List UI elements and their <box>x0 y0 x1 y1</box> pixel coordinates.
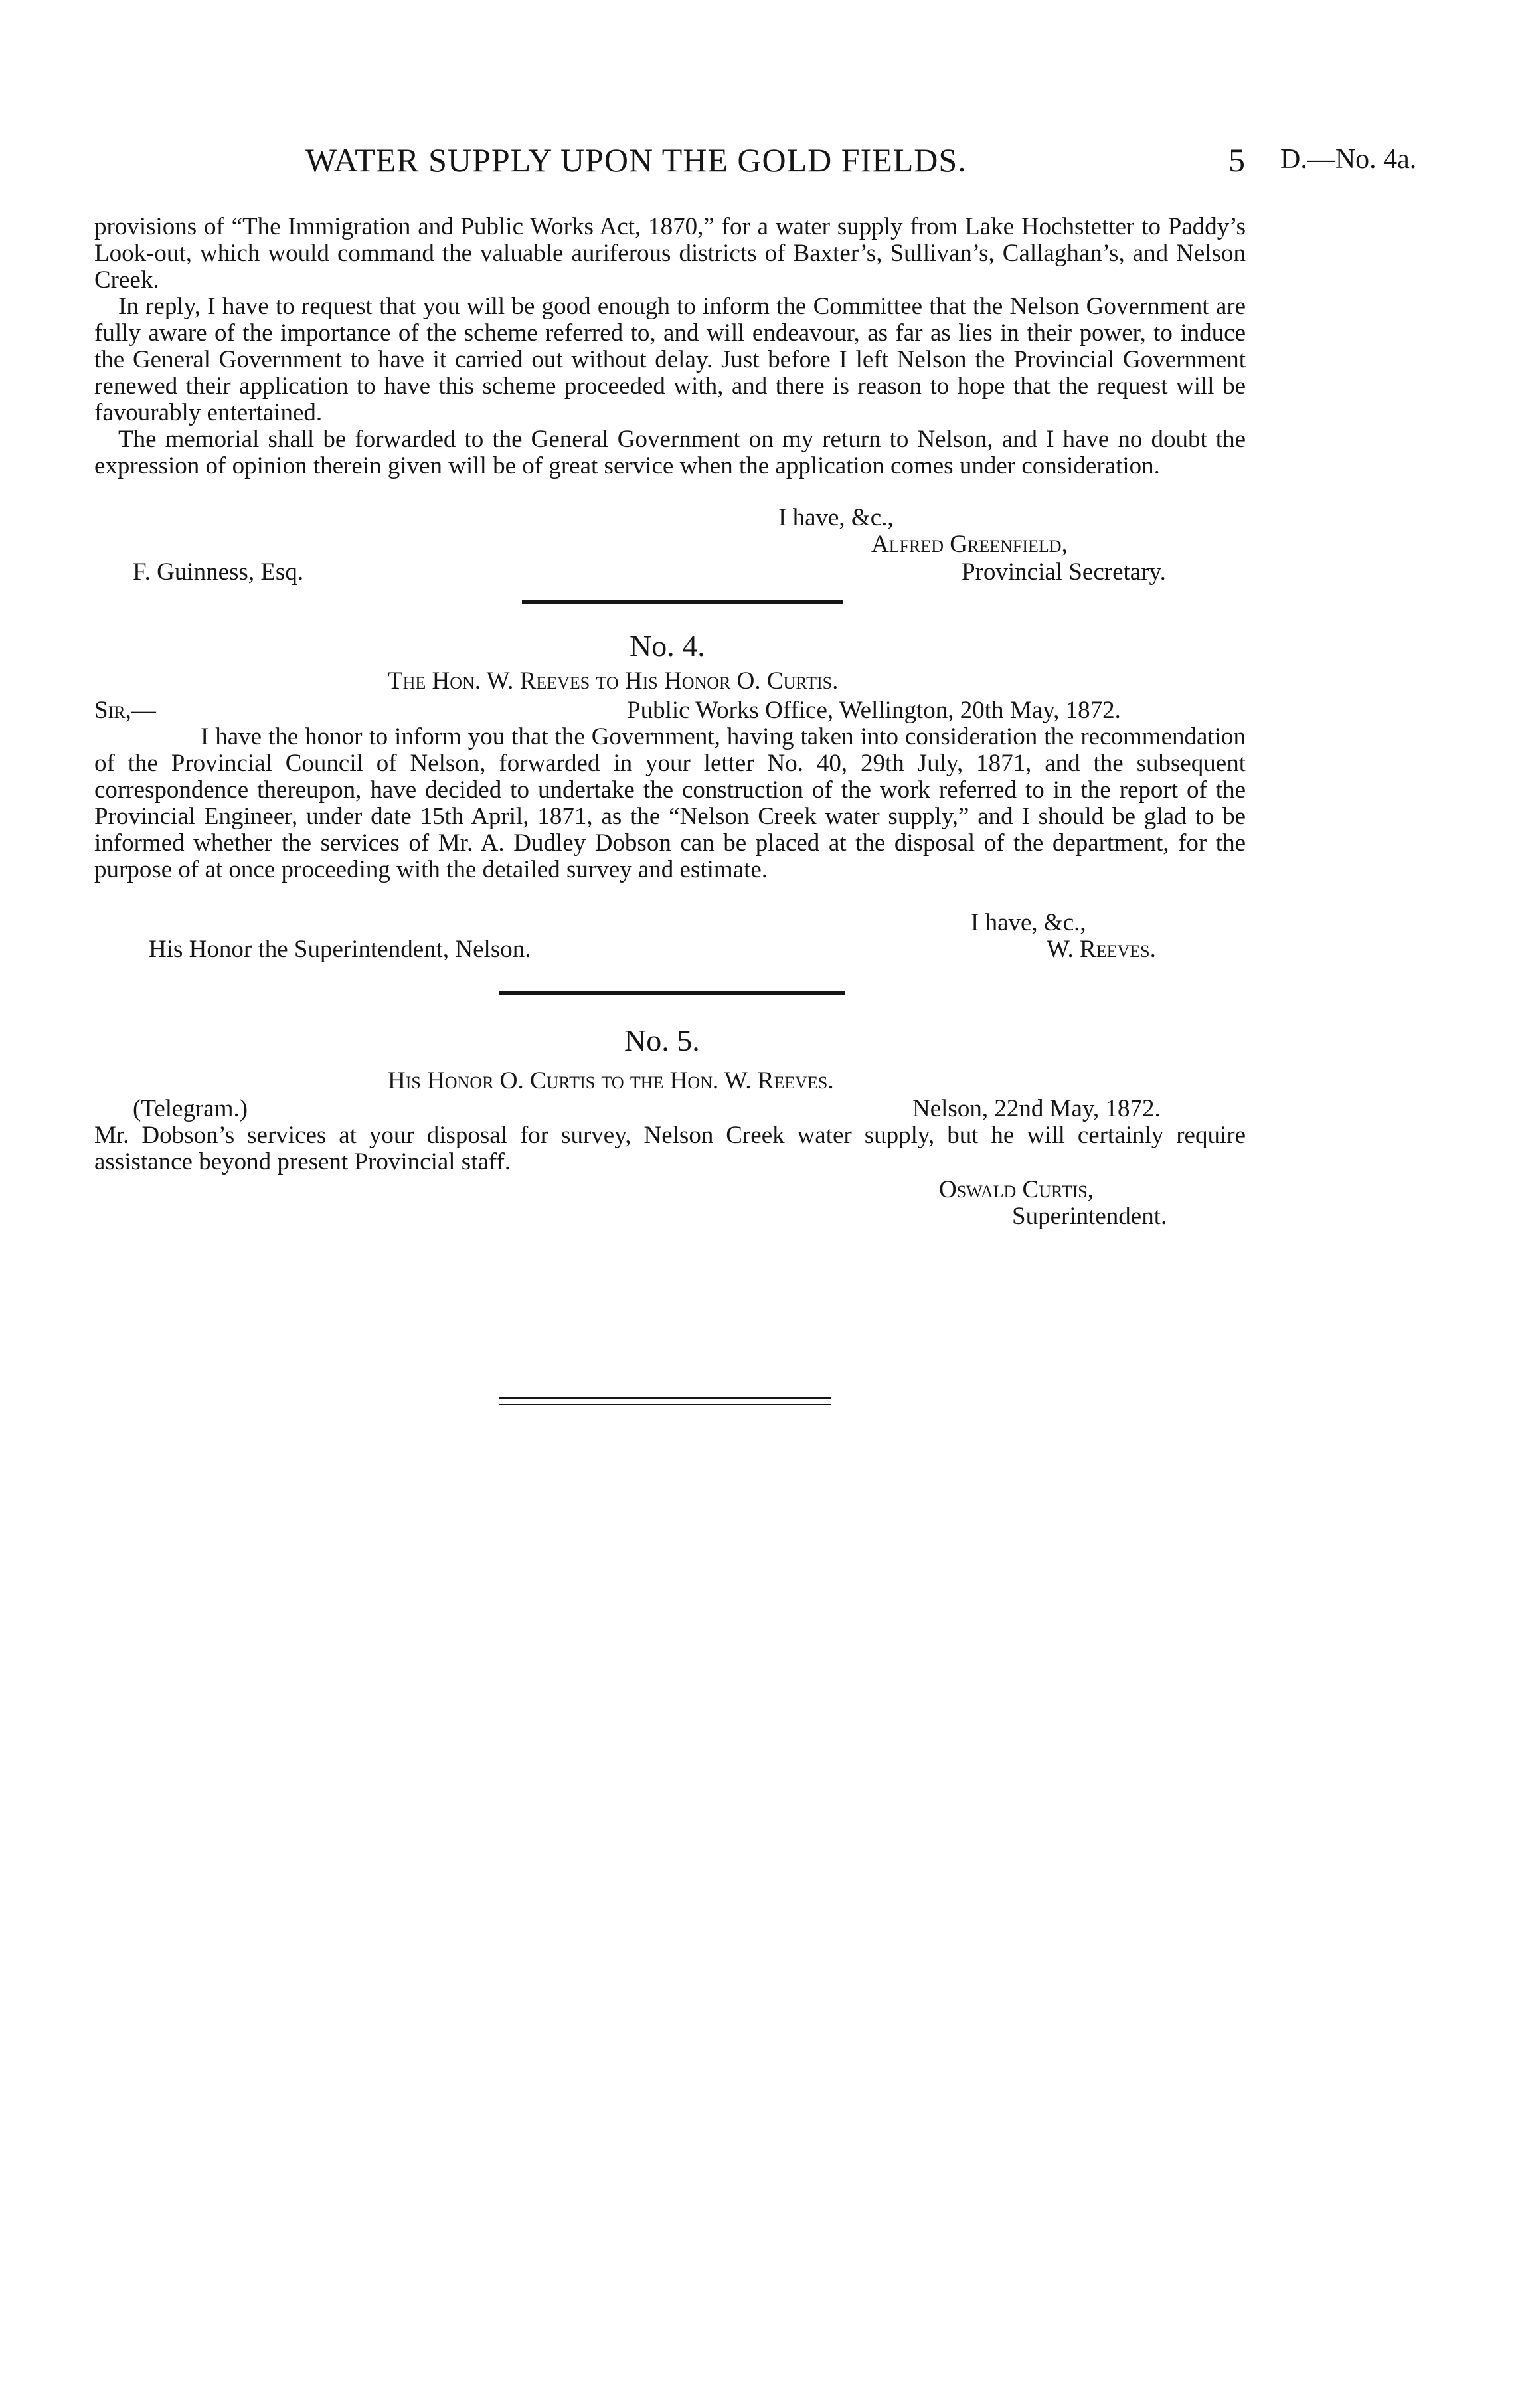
letter-5-number: No. 5. <box>624 1023 700 1057</box>
letter-5-telegram-label: (Telegram.) <box>133 1095 248 1122</box>
end-rule-top <box>499 1397 831 1399</box>
signatory-greenfield: Alfred Greenfield, <box>871 531 1068 558</box>
document-reference: D.—No. 4a. <box>1280 144 1417 175</box>
letter-4-subheading: The Hon. W. Reeves to His Honor O. Curtis. <box>388 667 839 695</box>
continued-paragraph-2: In reply, I have to request that you will be good enough to inform the Committee that the Nelson Government are fully aware of the importance of the scheme referred to, and will endeavour, as far as lies in their power, to induce the General Government to have it carried out without delay. Just before I left Nelson the Provincial Government renewed their application to have this scheme proceeded with, and there is reason to hope that the request will be favourably entertained. <box>94 293 1246 426</box>
letter-4-number: No. 4. <box>630 629 705 663</box>
letter-4-signatory: W. Reeves. <box>1047 936 1156 963</box>
addressee-guinness: F. Guinness, Esq. <box>133 559 304 586</box>
letter-5-signatory-title: Superintendent. <box>1012 1203 1167 1230</box>
closing-i-have: I have, &c., <box>778 504 894 531</box>
letter-5-paragraph: Mr. Dobson’s services at your disposal for survey, Nelson Creek water supply, but he will certainly require assistance beyond present Provincial staff. <box>94 1122 1246 1175</box>
continued-paragraph-3: The memorial shall be forwarded to the General Government on my return to Nelson, and I have no doubt the expression of opinion therein given will be of great service when the application comes under consideration. <box>94 426 1246 479</box>
letter-5-subheading: His Honor O. Curtis to the Hon. W. Reeves. <box>388 1067 834 1094</box>
letter-4-paragraph: I have the honor to inform you that the Government, having taken into consideration the recommendation of the Provincial Council of Nelson, forwarded in your letter No. 40, 29th July, 1871, and the subsequent correspondence thereupon, have decided to undertake the construction of the work referred to in the report of the Provincial Engineer, under date 15th April, 1871, as the “Nelson Creek water supply,” and I should be glad to be informed whether the services of Mr. A. Dudley Dobson can be placed at the disposal of the department, for the purpose of at once proceeding with the detailed survey and estimate. <box>94 723 1246 883</box>
letter-4-place-date: Public Works Office, Wellington, 20th May, 1872. <box>627 697 1121 724</box>
page-number: 5 <box>1228 141 1245 179</box>
letter-4-salutation: Sir,— <box>94 697 156 724</box>
letter-5-place-date: Nelson, 22nd May, 1872. <box>912 1095 1161 1122</box>
continued-paragraph-1: provisions of “The Immigration and Public Works Act, 1870,” for a water supply from Lake Hochstetter to Paddy’s Look-out, which would command the valuable auriferous districts of Baxter’s, Sullivan’s, Callaghan’s, and Nelson Creek. <box>94 213 1246 294</box>
letter-4-closing: I have, &c., <box>971 909 1086 936</box>
end-rule-bottom <box>499 1404 831 1405</box>
signatory-title-secretary: Provincial Secretary. <box>962 559 1166 586</box>
running-head-title: WATER SUPPLY UPON THE GOLD FIELDS. <box>305 141 967 179</box>
letter-5-signatory: Oswald Curtis, <box>939 1176 1094 1203</box>
section-divider <box>522 600 843 604</box>
section-divider <box>499 991 845 995</box>
letter-4-addressee: His Honor the Superintendent, Nelson. <box>149 936 531 963</box>
